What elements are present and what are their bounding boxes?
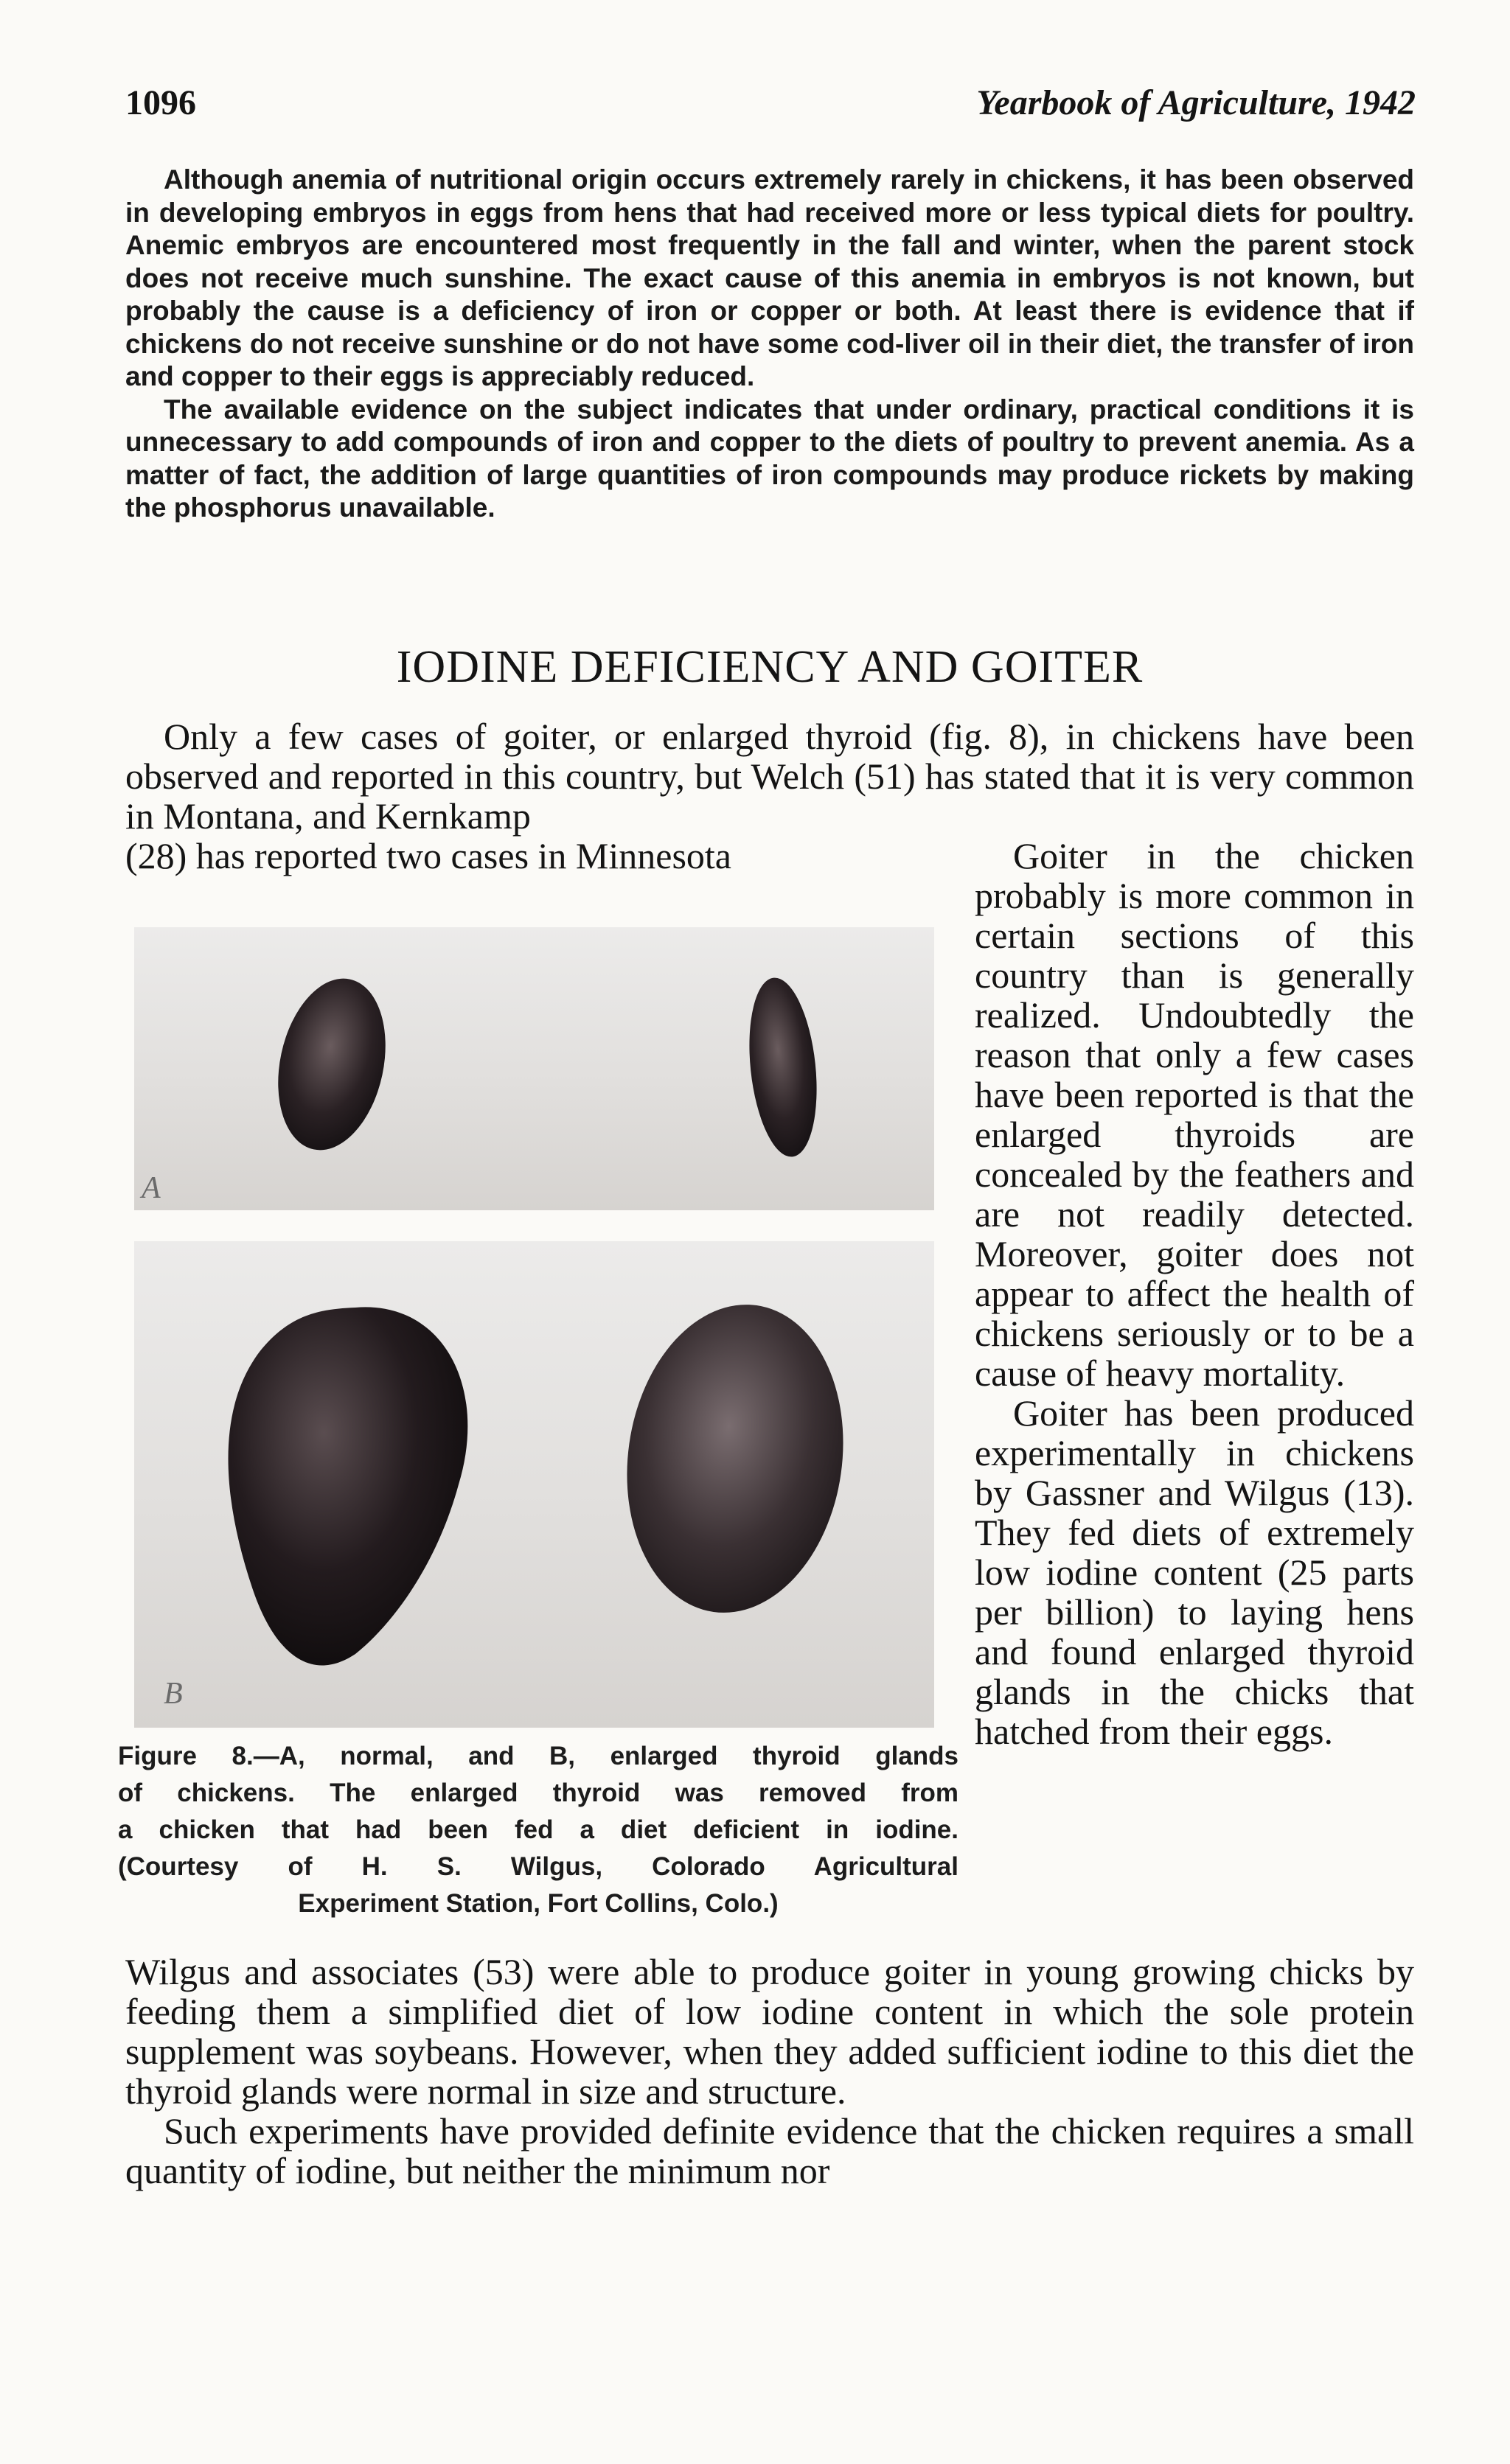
enlarged-gland-left	[229, 1307, 468, 1665]
paragraph: The available evidence on the subject indicates that under ordinary, practical conditions it is unnecessary to add compounds of iron and copper to the diets of poultry to prevent anemia. As a matter of fact, the addition of large quantities of iron compounds may produce rickets by making the phosphorus unavailable.	[125, 394, 1414, 523]
paragraph: Wilgus and associates (53) were able to produce goiter in young growing chicks by feeding them a simplified diet of low iodine content in which the sole protein supplement was soybeans. However, when they added sufficient iodine to this diet the thyroid glands were normal in size and structure.	[125, 1951, 1414, 2112]
normal-gland-right	[741, 974, 824, 1160]
page-header	[125, 83, 1416, 134]
enlarged-thyroid-photo	[134, 1241, 934, 1728]
caption-line: (Courtesy of H. S. Wilgus, Colorado Agricultural	[118, 1852, 958, 1881]
anemia-text-block	[125, 164, 1414, 525]
figure-panel-b	[134, 1241, 934, 1728]
running-head: Yearbook of Agriculture, 1942	[976, 83, 1416, 122]
bottom-text-block	[125, 1952, 1414, 2191]
caption-line: Figure 8.—A, normal, and B, enlarged thyroid glands	[118, 1742, 958, 1770]
page-number: 1096	[125, 83, 196, 122]
caption-line: Experiment Station, Fort Collins, Colo.)	[298, 1889, 779, 1918]
enlarged-gland-right	[608, 1291, 863, 1627]
intro-text: Only a few cases of goiter, or enlarged thyroid (fig. 8), in chickens have been observed and reported in this country, but Welch (51) has stated that it is very common in Montana, and Kernkamp	[125, 716, 1414, 837]
panel-a-label: A	[142, 1171, 161, 1205]
paragraph: Although anemia of nutritional origin occurs extremely rarely in chickens, it has been observed in developing embryos in eggs from hens that had received more or less typical diets for poultry. Anemic embryos are encountered most frequently in the fall and winter, when the parent stock does not receive much sunshine. The exact cause of this anemia in embryos is not known, but probably the cause is a deficiency of iron or copper or both. At least there is evidence that if chickens do not receive sunshine or do not have some cod-liver oil in their diet, the transfer of iron and copper to their eggs is appreciably reduced.	[125, 164, 1414, 391]
caption-line: a chicken that had been fed a diet deficient in iodine.	[118, 1815, 958, 1844]
normal-gland-left	[263, 969, 400, 1160]
paragraph: Such experiments have provided definite evidence that the chicken requires a small quantity of iodine, but neither the minimum nor	[125, 2110, 1414, 2191]
side-column	[975, 836, 1414, 1751]
paragraph: Goiter has been produced experimentally in chickens by Gassner and Wilgus (13). They fed diets of extremely low iodine content (25 parts per billion) to laying hens and found enlarged thyroid glands in the chicks that hatched from their eggs.	[975, 1392, 1414, 1752]
intro-last-line: (28) has reported two cases in Minnesota	[125, 835, 731, 876]
section-heading: IODINE DEFICIENCY AND GOITER	[396, 642, 1144, 692]
panel-b-label: B	[164, 1677, 183, 1711]
figure-caption	[118, 1738, 958, 1922]
paragraph: Goiter in the chicken probably is more common in certain sections of this country than is generally realized. Undoubtedly the reason that only a few cases have been reported is that the enlarged thyroids are concealed by the feathers and are not readily detected. Moreover, goiter does not appear to affect the health of chickens seriously or to be a cause of heavy mortality.	[975, 835, 1414, 1394]
normal-thyroid-photo	[134, 927, 934, 1210]
caption-line: of chickens. The enlarged thyroid was removed from	[118, 1779, 958, 1807]
figure-panel-a	[134, 927, 934, 1210]
